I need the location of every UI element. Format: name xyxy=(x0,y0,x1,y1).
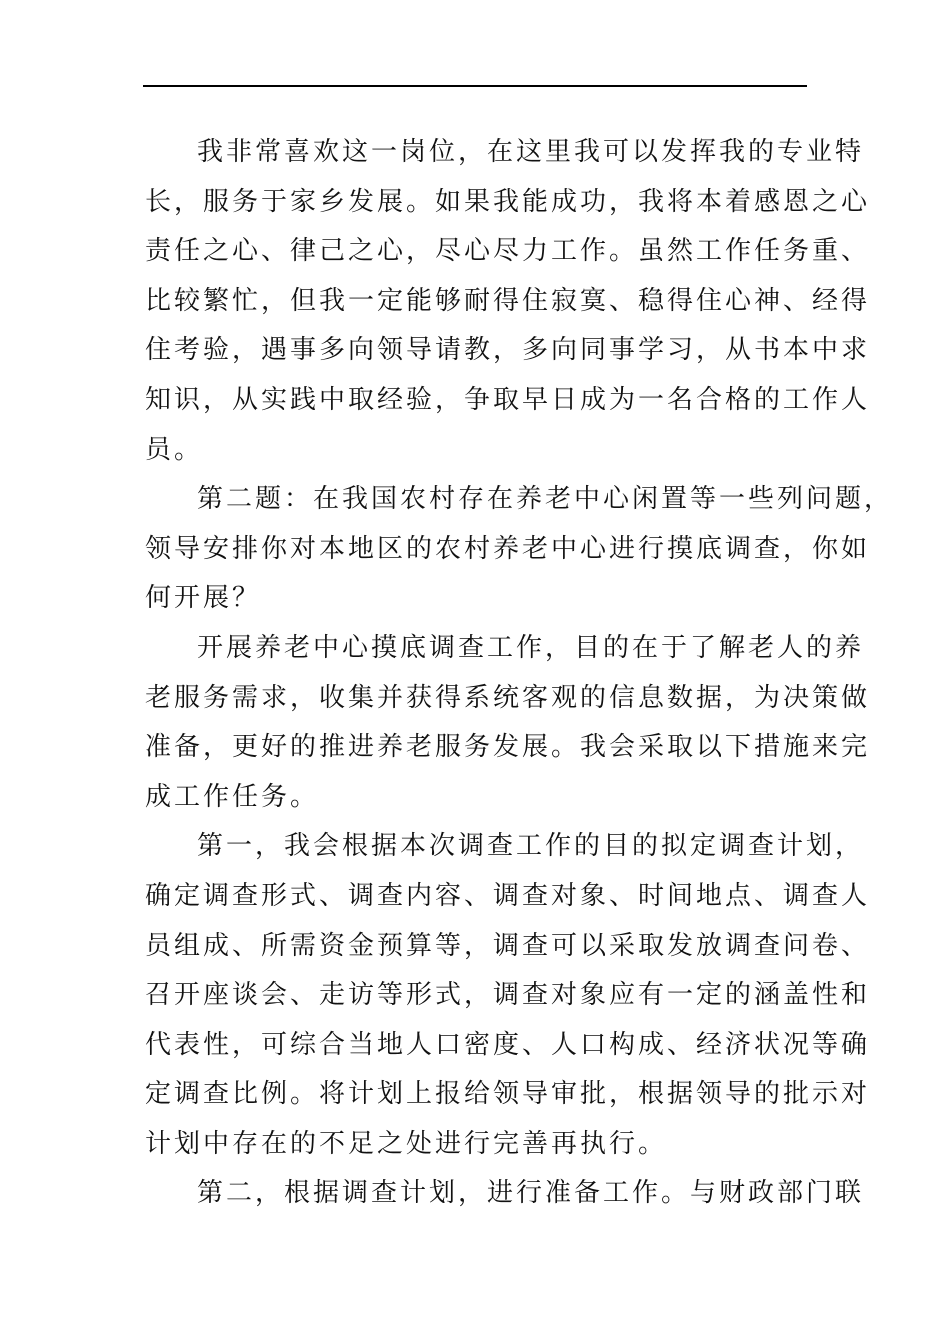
text-line: 开展养老中心摸底调查工作，目的在于了解老人的养 xyxy=(197,632,865,663)
paragraph xyxy=(145,624,871,822)
text-line: 责任之心、律己之心，尽心尽力工作。虽然工作任务重、 xyxy=(145,236,871,267)
text-line: 长，服务于家乡发展。如果我能成功，我将本着感恩之心 xyxy=(145,186,871,217)
text-line: 召开座谈会、走访等形式，调查对象应有一定的涵盖性和 xyxy=(145,980,871,1011)
text-line: 知识，从实践中取经验，争取早日成为一名合格的工作人 xyxy=(145,384,871,415)
text-line: 我非常喜欢这一岗位，在这里我可以发挥我的专业特 xyxy=(197,137,865,167)
text-line: 第二，根据调查计划，进行准备工作。与财政部门联 xyxy=(197,1178,865,1209)
text-line: 定调查比例。将计划上报给领导审批，根据领导的批示对 xyxy=(145,1079,871,1110)
text-line: 何开展？ xyxy=(145,583,262,614)
text-line: 员。 xyxy=(145,434,204,465)
text-line: 比较繁忙，但我一定能够耐得住寂寞、稳得住心神、经得 xyxy=(145,285,871,316)
header-rule xyxy=(143,85,807,87)
text-line: 第二题：在我国农村存在养老中心闲置等一些列问题， xyxy=(197,484,894,515)
text-line: 成工作任务。 xyxy=(145,781,320,812)
paragraph xyxy=(145,1169,865,1219)
text-line: 员组成、所需资金预算等，调查可以采取发放调查问卷、 xyxy=(145,930,871,961)
text-line: 计划中存在的不足之处进行完善再执行。 xyxy=(145,1128,668,1159)
text-line: 代表性，可综合当地人口密度、人口构成、经济状况等确 xyxy=(145,1029,871,1060)
text-line: 住考验，遇事多向领导请教，多向同事学习，从书本中求 xyxy=(145,335,871,366)
document-body xyxy=(145,128,894,1219)
text-line: 确定调查形式、调查内容、调查对象、时间地点、调查人 xyxy=(145,880,871,911)
paragraph xyxy=(145,822,871,1169)
text-line: 老服务需求，收集并获得系统客观的信息数据，为决策做 xyxy=(145,682,871,713)
paragraph xyxy=(145,128,871,475)
text-line: 准备，更好的推进养老服务发展。我会采取以下措施来完 xyxy=(145,732,871,763)
text-line: 领导安排你对本地区的农村养老中心进行摸底调查，你如 xyxy=(145,533,871,564)
text-line: 第一，我会根据本次调查工作的目的拟定调查计划， xyxy=(197,831,865,862)
paragraph xyxy=(145,475,894,624)
